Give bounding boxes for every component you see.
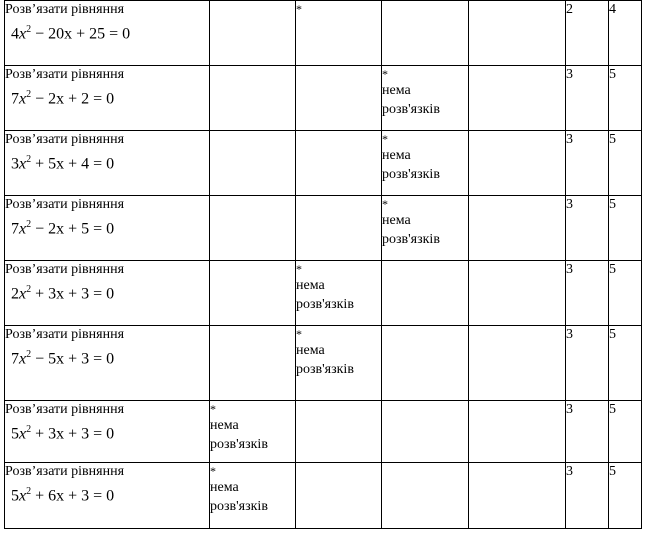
score-cell: 3 xyxy=(566,196,609,261)
answer-cell-2 xyxy=(296,463,382,529)
answer-cell-1 xyxy=(210,131,296,196)
answer-cell-4 xyxy=(469,261,566,326)
answer-cell-4 xyxy=(469,401,566,463)
no-solutions-text: нема xyxy=(210,418,239,433)
answer-cell-1 xyxy=(210,196,296,261)
task-cell xyxy=(5,66,210,131)
equation-rest: + 6x + 3 = 0 xyxy=(31,487,115,505)
score-cell: 3 xyxy=(566,66,609,131)
table-row xyxy=(5,463,642,529)
table-row xyxy=(5,326,642,401)
equation-rest: − 20x + 25 = 0 xyxy=(31,25,131,43)
equation: $7x^2 - 5x + 3 = 0$ xyxy=(11,349,115,368)
answer-cell-4 xyxy=(469,326,566,401)
equation-rest: + 3x + 3 = 0 xyxy=(31,425,115,443)
max-score-cell: 5 xyxy=(609,326,642,401)
answer-cell-1 xyxy=(210,261,296,326)
equation-coefficient: 2 xyxy=(11,285,19,303)
answer-mark: * xyxy=(296,327,302,341)
no-solutions-text: нема xyxy=(296,278,325,293)
answer-cell-1 xyxy=(210,66,296,131)
no-solutions-text: розв'язків xyxy=(296,362,354,377)
task-cell xyxy=(5,401,210,463)
answer-cell-3 xyxy=(382,401,469,463)
equation: $7x^2 - 2x + 5 = 0$ xyxy=(11,219,115,238)
answer-cell-3 xyxy=(382,326,469,401)
table-row xyxy=(5,1,642,66)
answer-cell-2 xyxy=(296,1,382,66)
answer-mark: * xyxy=(210,402,216,416)
task-label: Розв’язати рівняння xyxy=(5,402,125,417)
answer-cell-4 xyxy=(469,1,566,66)
answer-cell-2 xyxy=(296,131,382,196)
answer-cell-1 xyxy=(210,463,296,529)
max-score-cell: 5 xyxy=(609,196,642,261)
score-cell: 3 xyxy=(566,131,609,196)
equation-coefficient: 4 xyxy=(11,25,19,43)
equation: $3x^2 + 5x + 4 = 0$ xyxy=(11,154,115,173)
equation: $5x^2 + 3x + 3 = 0$ xyxy=(11,424,115,443)
no-solutions-text: нема xyxy=(210,480,239,495)
answer-cell-3 xyxy=(382,66,469,131)
equation: $2x^2 + 3x + 3 = 0$ xyxy=(11,284,115,303)
no-solutions-text: нема xyxy=(382,213,411,228)
equation: $5x^2 + 6x + 3 = 0$ xyxy=(11,486,115,505)
answer-cell-4 xyxy=(469,131,566,196)
answer-cell-3 xyxy=(382,1,469,66)
answer-mark: * xyxy=(296,2,302,16)
table-row xyxy=(5,401,642,463)
max-score-cell: 5 xyxy=(609,131,642,196)
score-cell: 3 xyxy=(566,463,609,529)
equation: $7x^2 - 2x + 2 = 0$ xyxy=(11,89,115,108)
equations-table xyxy=(4,0,642,529)
task-label: Розв’язати рівняння xyxy=(5,327,125,342)
task-label: Розв’язати рівняння xyxy=(5,197,125,212)
equation: $4x^2 - 20x + 25 = 0$ xyxy=(11,24,131,43)
task-label: Розв’язати рівняння xyxy=(5,464,125,479)
equation-rest: − 2x + 5 = 0 xyxy=(31,220,115,238)
answer-mark: * xyxy=(382,197,388,211)
equation-rest: − 5x + 3 = 0 xyxy=(31,350,115,368)
answer-cell-2 xyxy=(296,261,382,326)
no-solutions-text: розв'язків xyxy=(382,102,440,117)
task-cell xyxy=(5,196,210,261)
answer-cell-1 xyxy=(210,401,296,463)
score-cell: 3 xyxy=(566,326,609,401)
answer-mark: * xyxy=(382,67,388,81)
equation-coefficient: 5 xyxy=(11,487,19,505)
task-cell xyxy=(5,131,210,196)
table-row xyxy=(5,66,642,131)
answer-cell-3 xyxy=(382,131,469,196)
task-cell xyxy=(5,326,210,401)
answer-cell-2 xyxy=(296,401,382,463)
answer-cell-3 xyxy=(382,463,469,529)
no-solutions-text: розв'язків xyxy=(210,499,268,514)
answer-cell-4 xyxy=(469,463,566,529)
no-solutions-text: розв'язків xyxy=(210,437,268,452)
no-solutions-text: розв'язків xyxy=(382,232,440,247)
no-solutions-text: нема xyxy=(296,343,325,358)
answer-cell-4 xyxy=(469,66,566,131)
no-solutions-text: розв'язків xyxy=(382,167,440,182)
max-score-cell: 5 xyxy=(609,66,642,131)
answer-mark: * xyxy=(210,464,216,478)
no-solutions-text: розв'язків xyxy=(296,297,354,312)
no-solutions-text: нема xyxy=(382,148,411,163)
equation-coefficient: 7 xyxy=(11,350,19,368)
equation-coefficient: 3 xyxy=(11,155,19,173)
answer-cell-4 xyxy=(469,196,566,261)
equation-coefficient: 7 xyxy=(11,90,19,108)
no-solutions-text: нема xyxy=(382,83,411,98)
equation-rest: + 5x + 4 = 0 xyxy=(31,155,115,173)
task-cell xyxy=(5,463,210,529)
table-row xyxy=(5,261,642,326)
table-body xyxy=(5,1,642,529)
answer-cell-1 xyxy=(210,1,296,66)
answer-cell-2 xyxy=(296,196,382,261)
table-row xyxy=(5,131,642,196)
score-cell: 3 xyxy=(566,401,609,463)
equation-rest: − 2x + 2 = 0 xyxy=(31,90,115,108)
equation-coefficient: 5 xyxy=(11,425,19,443)
max-score-cell: 5 xyxy=(609,261,642,326)
task-label: Розв’язати рівняння xyxy=(5,132,125,147)
answer-cell-1 xyxy=(210,326,296,401)
answer-cell-3 xyxy=(382,196,469,261)
task-label: Розв’язати рівняння xyxy=(5,2,125,17)
score-cell: 2 xyxy=(566,1,609,66)
task-cell xyxy=(5,261,210,326)
max-score-cell: 4 xyxy=(609,1,642,66)
answer-mark: * xyxy=(296,262,302,276)
max-score-cell: 5 xyxy=(609,401,642,463)
equation-rest: + 3x + 3 = 0 xyxy=(31,285,115,303)
score-cell: 3 xyxy=(566,261,609,326)
equation-coefficient: 7 xyxy=(11,220,19,238)
answer-cell-3 xyxy=(382,261,469,326)
max-score-cell: 5 xyxy=(609,463,642,529)
table-row xyxy=(5,196,642,261)
answer-cell-2 xyxy=(296,66,382,131)
task-cell xyxy=(5,1,210,66)
answer-mark: * xyxy=(382,132,388,146)
task-label: Розв’язати рівняння xyxy=(5,262,125,277)
answer-cell-2 xyxy=(296,326,382,401)
task-label: Розв’язати рівняння xyxy=(5,67,125,82)
